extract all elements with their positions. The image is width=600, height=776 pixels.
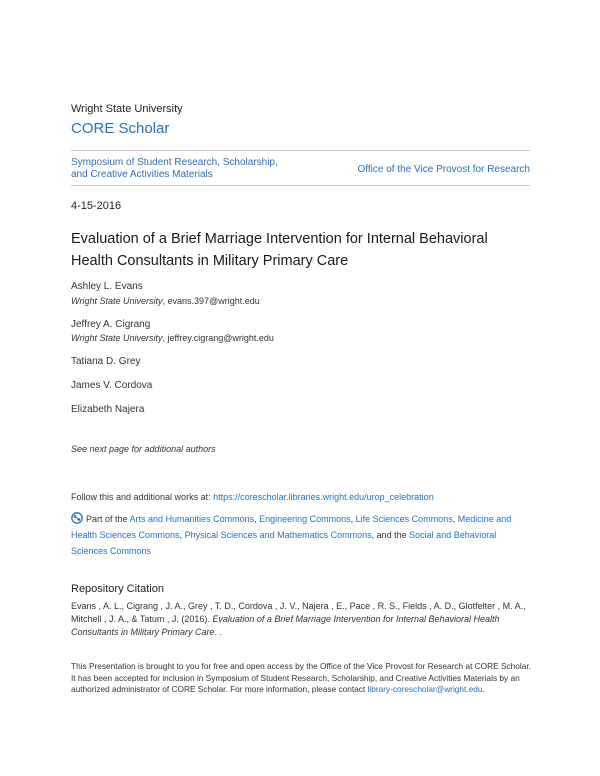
publication-date: 4-15-2016	[71, 200, 122, 212]
medicine-health-link[interactable]: Medicine and Health Sciences Commons	[71, 514, 512, 540]
core-scholar-link[interactable]: CORE Scholar	[71, 120, 170, 137]
author-affiliation	[71, 296, 260, 306]
affiliation-name: Wright State University	[71, 333, 163, 343]
author-name: Elizabeth Najera	[71, 404, 145, 415]
physical-sciences-math-link[interactable]: Physical Sciences and Mathematics Commons	[184, 530, 372, 540]
document-title	[71, 228, 541, 272]
author-email: , evans.397@wright.edu	[162, 296, 260, 306]
series-line-2: and Creative Activities Materials	[71, 169, 213, 180]
collection-url-link[interactable]: https://corescholar.libraries.wright.edu/urop_celebration	[213, 492, 434, 502]
and-the-text: , and the	[371, 530, 410, 540]
divider-bottom	[71, 185, 530, 186]
additional-authors-note: See next page for additional authors	[71, 444, 216, 454]
author-email: , jeffrey.cigrang@wright.edu	[162, 333, 274, 343]
title-line-1: Evaluation of a Brief Marriage Intervention for Internal Behavioral	[71, 231, 488, 247]
separator: ,	[452, 514, 458, 524]
office-link[interactable]: Office of the Vice Provost for Research	[357, 164, 530, 175]
commons-network-icon	[71, 512, 83, 524]
citation-authors: Evans , A. L., Cigrang , J. A., Grey , T. D., Cordova , J. V., Najera , E., Pace , R. S., Fields , A. D., Glotfelter , M. A., Mitchell , J. A., & Tatum , J. (2016).	[71, 601, 526, 624]
part-of-prefix: Part of the	[86, 514, 130, 524]
contact-email-link[interactable]: library-corescholar@wright.edu	[367, 684, 483, 694]
author-affiliation	[71, 333, 274, 343]
citation-heading: Repository Citation	[71, 583, 164, 595]
citation-text	[71, 600, 533, 639]
engineering-link[interactable]: Engineering Commons	[259, 514, 351, 524]
divider-top	[71, 150, 530, 151]
separator: ,	[179, 530, 185, 540]
series-link[interactable]	[71, 157, 321, 181]
citation-end: . .	[214, 627, 223, 637]
affiliation-name: Wright State University	[71, 296, 163, 306]
separator: ,	[350, 514, 356, 524]
university-name: Wright State University	[71, 103, 183, 115]
author-name: Jeffrey A. Cigrang	[71, 319, 151, 330]
author-name: Tatiana D. Grey	[71, 356, 141, 367]
title-line-2: Health Consultants in Military Primary Care	[71, 253, 349, 269]
part-of-commons	[71, 511, 531, 559]
footer-end: .	[482, 684, 485, 694]
series-line-1: Symposium of Student Research, Scholarship,	[71, 157, 278, 168]
author-name: James V. Cordova	[71, 380, 153, 391]
social-behavioral-link[interactable]: Social and Behavioral Sciences Commons	[71, 530, 497, 556]
author-name: Ashley L. Evans	[71, 281, 143, 292]
follow-line	[71, 492, 434, 502]
citation-title: Evaluation of a Brief Marriage Intervention for Internal Behavioral Health Consultants in Military Primary Care	[71, 614, 500, 637]
life-sciences-link[interactable]: Life Sciences Commons	[355, 514, 453, 524]
footer-notice	[71, 661, 533, 696]
separator: ,	[254, 514, 260, 524]
footer-text: This Presentation is brought to you for free and open access by the Office of the Vice Provost for Research at CORE Scholar. It has been accepted for inclusion in Symposium of Student Research, Scholarship, and Creative Activities Materials by an authorized administrator of CORE Scholar. For more information, please contact	[71, 661, 531, 694]
follow-text: Follow this and additional works at:	[71, 492, 214, 502]
arts-humanities-link[interactable]: Arts and Humanities Commons	[129, 514, 255, 524]
